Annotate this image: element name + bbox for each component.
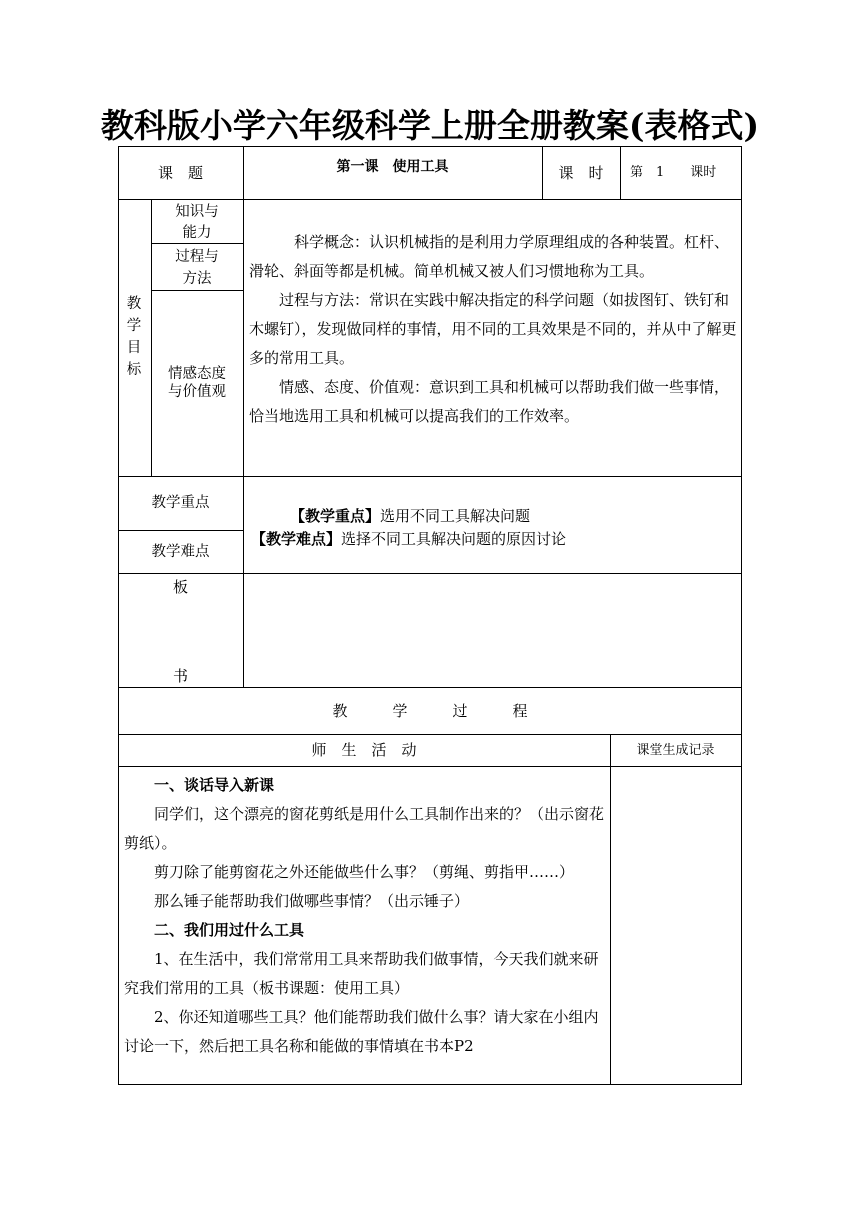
- lesson-plan-table: [118, 146, 742, 1084]
- board-label-top: 板: [172, 578, 188, 596]
- objectives-content: [249, 228, 739, 431]
- process-item: 1、在生活中，我们常常用工具来帮助我们做事情，今天我们就来研究我们常用的工具（板书课题：使用工具）: [124, 950, 599, 997]
- key-point-label: 教学重点: [151, 495, 210, 511]
- row-line: [151, 290, 243, 291]
- topic-label: 课 题: [157, 164, 203, 182]
- objectives-label-char: 标: [126, 362, 142, 378]
- process-item: 剪刀除了能剪窗花之外还能做些什么事？（剪绳、剪指甲……）: [154, 863, 575, 881]
- process-heading: 教 学 过 程: [332, 702, 528, 720]
- objective-paragraph: 过程与方法：常识在实践中解决指定的科学问题（如拔图钉、铁钉和木螺钉），发现做同样的事情，用不同的工具效果是不同的，并从中了解更多的常用工具。: [249, 291, 737, 367]
- process-item: 同学们，这个漂亮的窗花剪纸是用什么工具制作出来的？（出示窗花剪纸）。: [124, 805, 605, 852]
- objective-paragraph: 情感、态度、价值观：意识到工具和机械可以帮助我们做一些事情，恰当地选用工具和机械可以提高我们的工作效率。: [249, 378, 730, 425]
- topic-value: 第一课 使用工具: [336, 159, 449, 175]
- period-label: 课 时: [558, 164, 604, 182]
- difficulty-label: 教学难点: [151, 544, 210, 560]
- process-content: [124, 771, 606, 1061]
- sublabel-knowledge: 知识与 能力: [175, 204, 219, 241]
- objectives-label-char: 学: [126, 318, 142, 334]
- row-line: [118, 687, 742, 688]
- row-line: [118, 766, 742, 767]
- col-line: [610, 734, 611, 1084]
- process-item: 二、我们用过什么工具: [154, 921, 305, 939]
- period-value: 第 1 课时: [630, 165, 717, 180]
- row-line: [118, 734, 742, 735]
- process-item: 2、你还知道哪些工具？他们能帮助我们做什么事？请大家在小组内讨论一下，然后把工具名称和能做的事情填在书本P2: [124, 1008, 599, 1055]
- row-line: [118, 530, 243, 531]
- process-item: 那么锤子能帮助我们做哪些事情？（出示锤子）: [154, 892, 470, 910]
- difficulty-text: 【教学难点】选择不同工具解决问题的原因讨论: [251, 530, 567, 548]
- col-line: [620, 146, 621, 199]
- table-border-left: [118, 146, 119, 1084]
- sublabel-attitude: 情感态度 与价值观: [168, 366, 226, 400]
- table-border-top: [118, 146, 742, 147]
- board-label-bottom: 书: [172, 667, 188, 685]
- objective-paragraph: 科学概念：认识机械指的是利用力学原理组成的各种装置。杠杆、滑轮、斜面等都是机械。简单机械又被人们习惯地称为工具。: [249, 233, 730, 280]
- row-line: [118, 199, 742, 200]
- document-title: 教科版小学六年级科学上册全册教案(表格式): [100, 106, 760, 145]
- objectives-label-char: 目: [126, 340, 142, 356]
- activity-label: 师 生 活 动: [311, 741, 417, 759]
- sublabel-process: 过程与 方法: [175, 249, 219, 287]
- col-line: [243, 146, 244, 687]
- row-line: [118, 573, 742, 574]
- objectives-label-char: 教: [126, 296, 142, 312]
- key-point-text: 【教学重点】选用不同工具解决问题: [290, 507, 531, 525]
- table-border-right: [741, 146, 742, 1084]
- process-item: 一、谈话导入新课: [154, 776, 275, 794]
- record-label: 课堂生成记录: [636, 743, 715, 758]
- row-line: [118, 476, 742, 477]
- table-border-bottom: [118, 1084, 742, 1085]
